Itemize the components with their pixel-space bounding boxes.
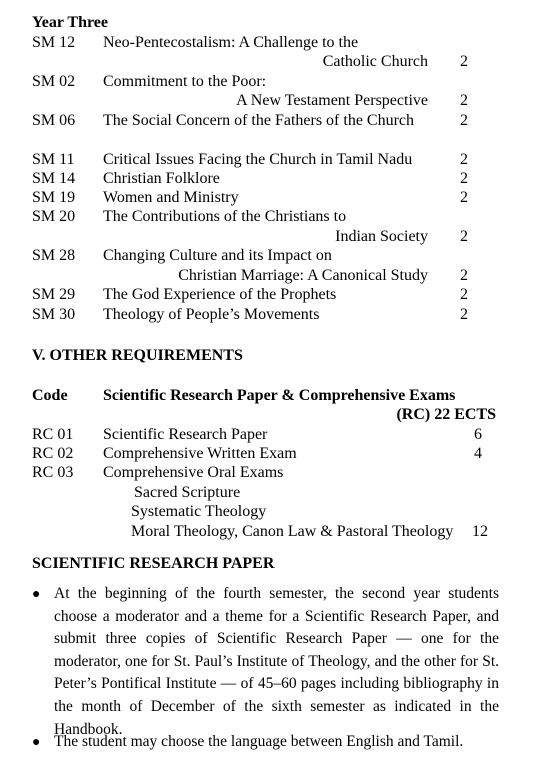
course-credits: 2 [460,189,468,206]
year-heading: Year Three [32,14,108,31]
bullet-icon: ● [32,587,41,602]
title-column-header: Scientific Research Paper & Comprehensive Exams [103,387,456,404]
oral-subject: Systematic Theology [131,503,267,520]
course-title: Christian Folklore [103,170,220,187]
course-title: The Social Concern of the Fathers of the Church [103,112,415,129]
course-title: The Contributions of the Christians to [103,208,347,225]
course-code: SM 19 [32,189,76,206]
course-credits: 2 [460,92,468,109]
bullet-paragraph: At the beginning of the fourth semester, the second year students choose a moderator and a theme for a Scientific Research Paper, and submit three copies of Scientific Research Paper — one for the moderator, one for St. Paul’s Institute of Theology, and the other for St. Peter’s Pontifical Institute — of 45–60 pages including bibliography in the month of December of the sixth semester as indicated in the Handbook. [54,585,499,738]
course-title-cont: Christian Marriage: A Canonical Study [178,267,428,284]
course-title: Critical Issues Facing the Church in Tamil Nadu [103,151,413,168]
req-title: Scientific Research Paper [103,426,268,443]
course-title: The God Experience of the Prophets [103,286,337,303]
course-credits: 2 [460,53,468,70]
oral-subject: Moral Theology, Canon Law & Pastoral Theology [131,523,454,540]
course-code: SM 29 [32,286,76,303]
course-credits: 2 [460,151,468,168]
req-title: Comprehensive Oral Exams [103,464,284,481]
req-code: RC 02 [32,445,74,462]
req-credits: 6 [474,426,482,443]
bullet-icon: ● [32,735,41,750]
req-code: RC 03 [32,464,74,481]
course-title: Women and Ministry [103,189,239,206]
bullet-paragraph: The student may choose the language between English and Tamil. [54,733,464,750]
course-title: Changing Culture and its Impact on [103,247,332,264]
course-title-cont: Catholic Church [322,53,428,70]
course-credits: 2 [460,170,468,187]
course-code: SM 06 [32,112,76,129]
course-credits: 2 [460,306,468,323]
course-title-cont: A New Testament Perspective [236,92,428,109]
req-code: RC 01 [32,426,74,443]
code-column-header: Code [32,387,68,404]
course-code: SM 12 [32,34,76,51]
course-title-cont: Indian Society [335,228,428,245]
req-credits: 4 [474,445,482,462]
section-heading-other-requirements: V. OTHER REQUIREMENTS [32,347,243,364]
course-code: SM 02 [32,73,76,90]
course-code: SM 20 [32,208,76,225]
course-credits: 2 [460,267,468,284]
course-credits: 2 [460,112,468,129]
course-credits: 2 [460,286,468,303]
title-column-header-ects: (RC) 22 ECTS [396,406,496,423]
course-code: SM 30 [32,306,76,323]
course-title: Theology of People’s Movements [103,306,320,323]
course-code: SM 11 [32,151,75,168]
oral-subject: Sacred Scripture [134,484,241,501]
course-title: Commitment to the Poor: [103,73,267,90]
req-title: Comprehensive Written Exam [103,445,297,462]
section-heading-research-paper: SCIENTIFIC RESEARCH PAPER [32,555,275,572]
course-credits: 2 [460,228,468,245]
course-code: SM 28 [32,247,76,264]
oral-credits: 12 [472,523,488,540]
course-code: SM 14 [32,170,76,187]
course-title: Neo-Pentecostalism: A Challenge to the [103,34,359,51]
